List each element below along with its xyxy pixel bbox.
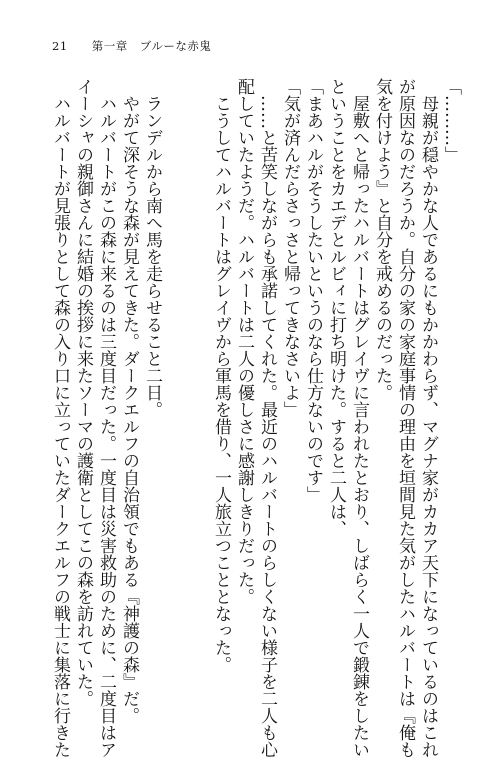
text-column: やがて深そうな森が見えてきた。ダークエルフの自治領でもある『神護の森』だ。: [119, 78, 139, 724]
text-column: が原因なのだろうか。自分の家の家庭事情の理由を垣間見た気がしたハルバートは『俺も: [395, 78, 415, 758]
text-column: イーシャの親御さんに結婚の挨拶に来たソーマの護衛としてこの森を訪れていた。: [73, 78, 93, 707]
text-column: 「気が済んだらさっさと帰ってきなさいよ」: [280, 78, 300, 418]
text-column: 「………」: [441, 78, 461, 163]
text-column: ハルバートが見張りとして森の入り口に立っていたダークエルフの戦士に集落に行きた: [50, 78, 70, 758]
text-column: ランデルから南へ馬を走らせること二日。: [142, 78, 162, 418]
text-column: ……と苦笑しながらも承諾してくれた。最近のハルバートのらしくない様子を二人も心: [257, 78, 277, 758]
text-column: 「まあハルがそうしたいというのなら仕方ないのです」: [303, 78, 323, 503]
text-column: 配していたようだ。ハルバートは二人の優しさに感謝しきりだった。: [234, 78, 254, 605]
text-column: 気を付けよう』と自分を戒めるのだった。: [372, 78, 392, 401]
chapter-title: 第一章 ブルーな赤鬼: [91, 39, 212, 53]
text-column: こうしてハルバートはグレイヴから軍馬を借り、一人旅立つこととなった。: [211, 78, 231, 673]
running-header: [52, 38, 211, 54]
text-column: ということをカエデとルビィに打ち明けた。すると二人は、: [326, 78, 346, 537]
text-column: 母親が穏やかな人であるにもかかわらず、マグナ家がカカア天下になっているのはこれ: [418, 78, 438, 758]
text-column: ハルバートがこの森に来るのは三度目だった。一度目は災害救助のために、二度目はア: [96, 78, 116, 758]
page-number: 21: [52, 39, 68, 53]
text-column: 屋敷へと帰ったハルバートはグレイヴに言われたとおり、しばらく一人で鍛錬をしたい: [349, 78, 369, 758]
